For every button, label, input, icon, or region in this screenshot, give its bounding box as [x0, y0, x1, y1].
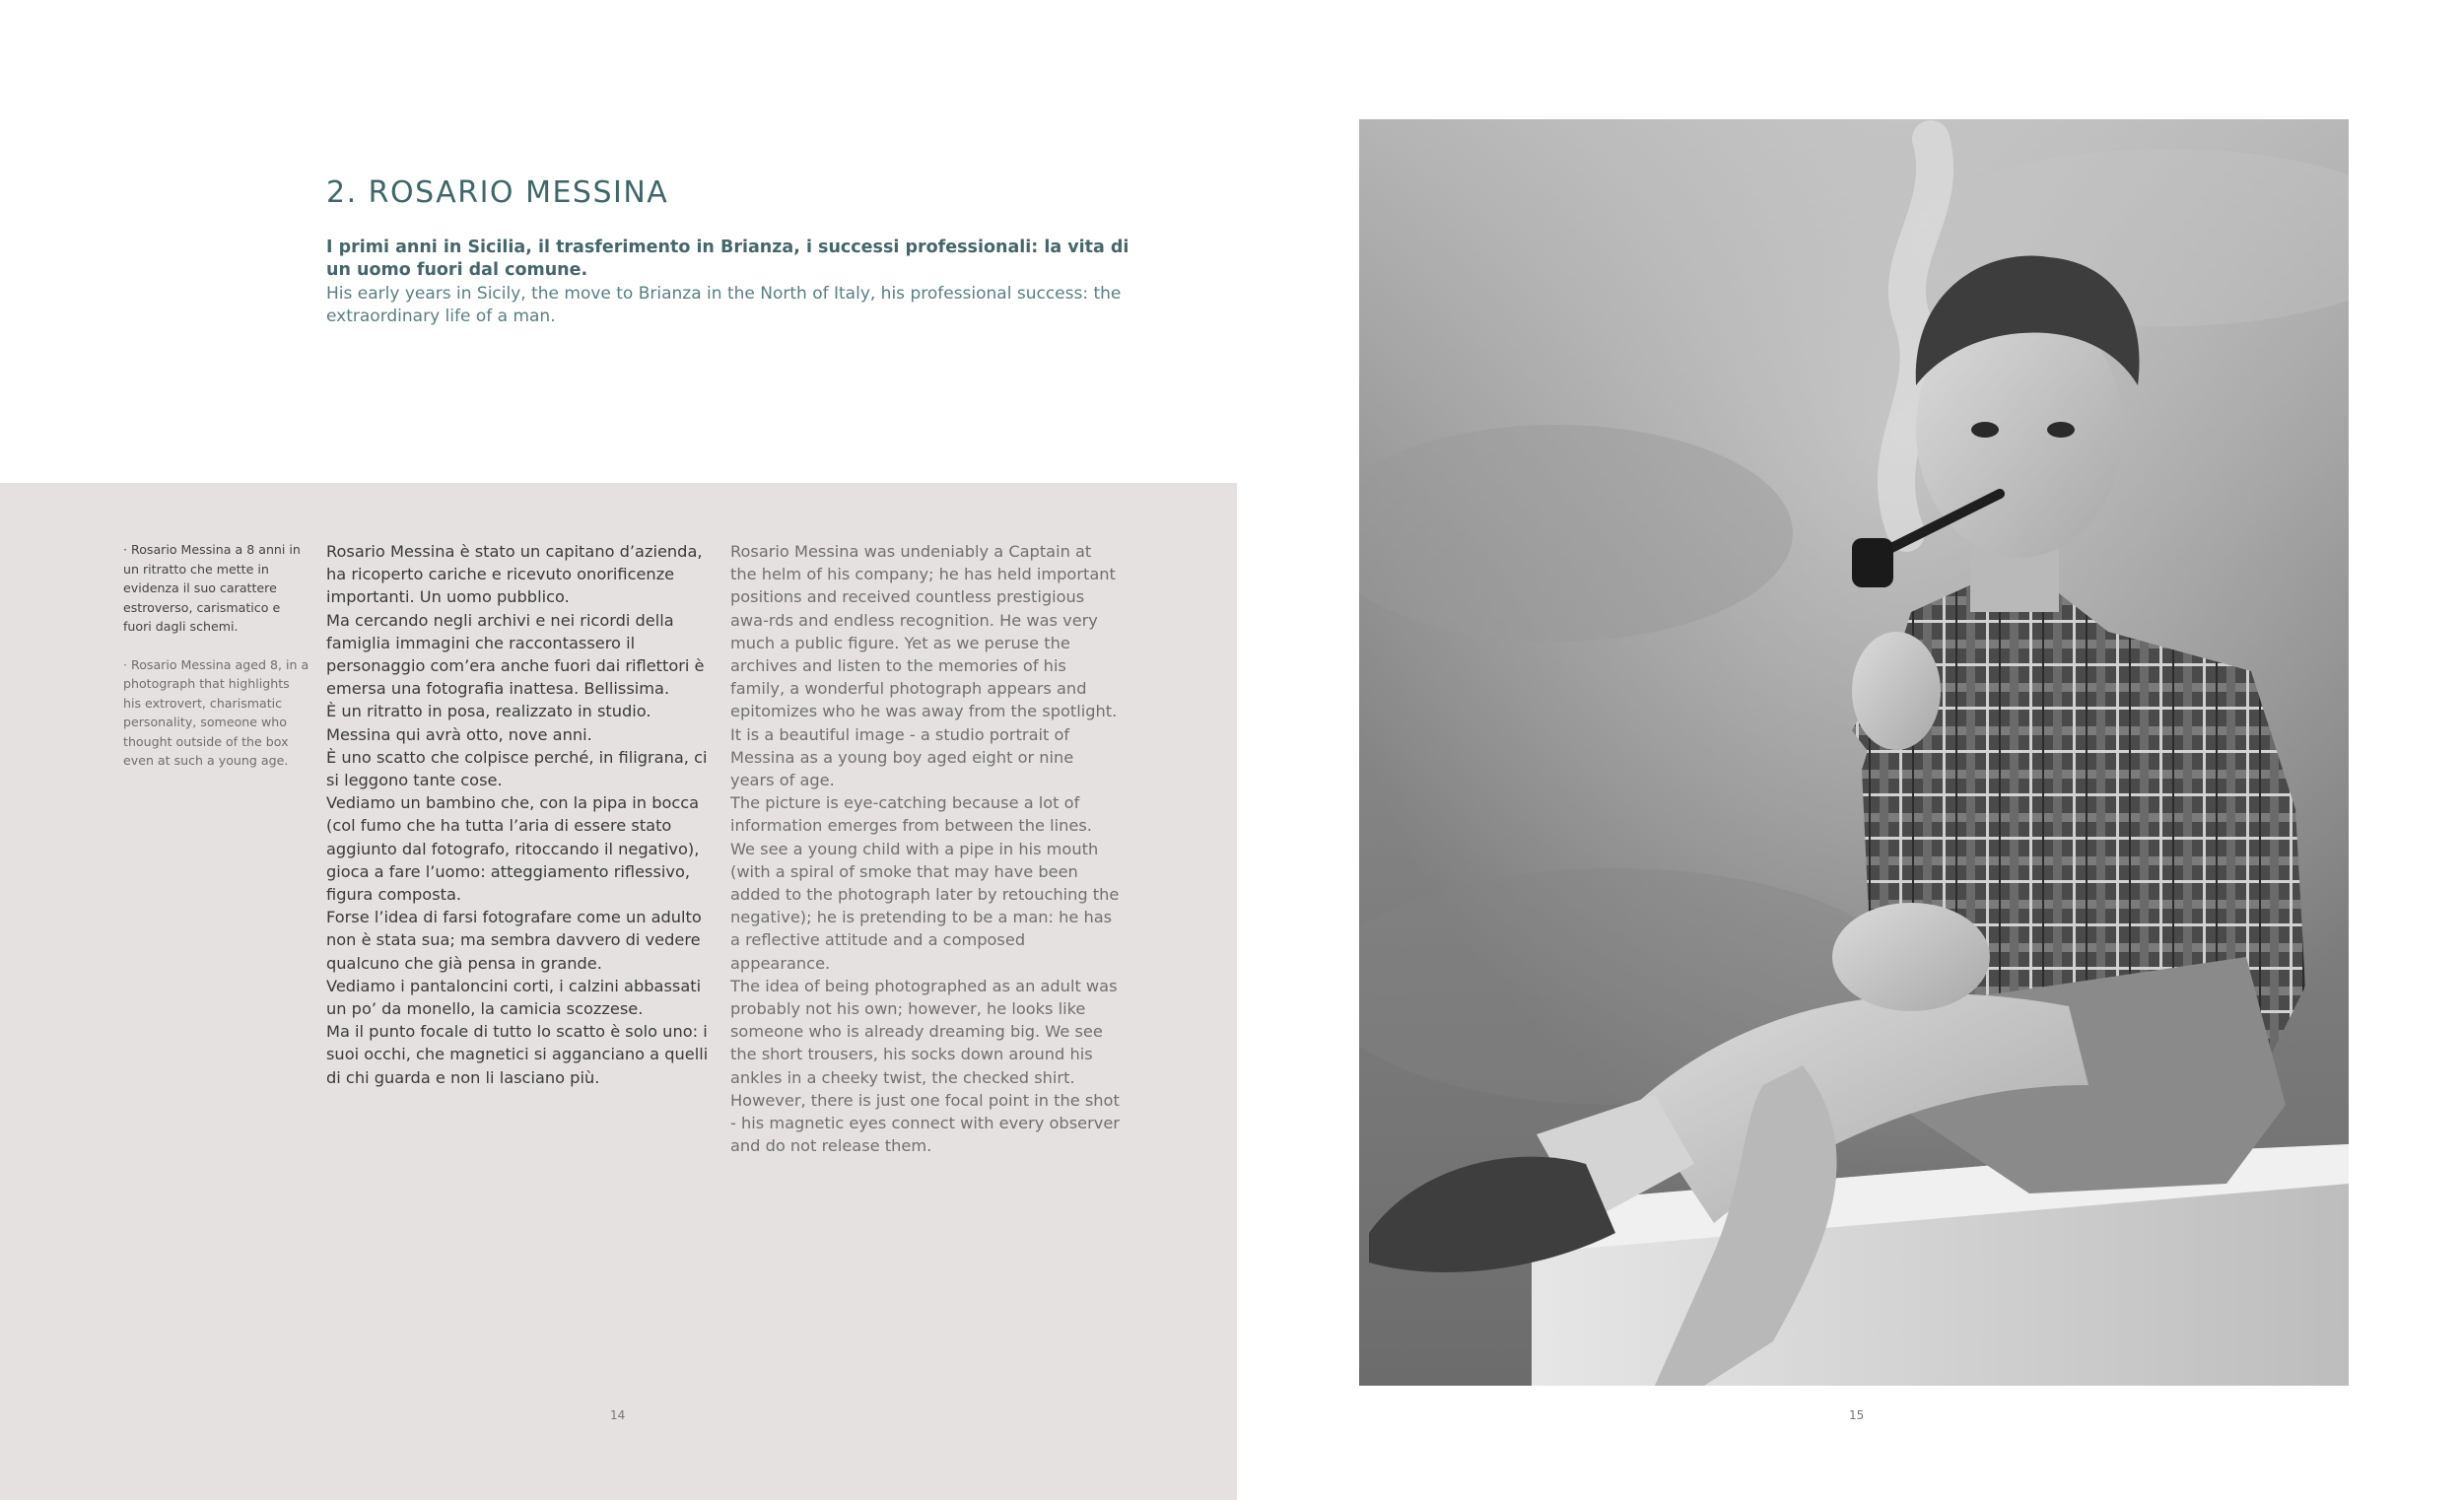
paragraph: The picture is eye-catching because a lot of information emerges from between the lines. We see a young child with a pipe in his mouth (with a spiral of smoke that may have been added to the photograph later by retouching the negative); he is pretending to be a man: he has a reflective attitude and a composed appearance. — [730, 793, 1120, 973]
paragraph: Forse l’idea di farsi fotografare come un adulto non è stata sua; ma sembra davvero di vedere qualcuno che già pensa in grande. — [326, 908, 702, 973]
chapter-title: 2. ROSARIO MESSINA — [326, 175, 669, 210]
subtitle-italian: I primi anni in Sicilia, il trasferimento in Brianza, i successi professionali: la vita di un uomo fuori dal comune. — [326, 238, 1129, 280]
paragraph: Ma cercando negli archivi e nei ricordi della famiglia immagini che raccontassero il personaggio com’era anche fuori dai riflettori è emersa una fotografia inattesa. Bellissima. — [326, 610, 705, 699]
paragraph: Rosario Messina was undeniably a Captain at the helm of his company; he has held important positions and received countless prestigious awa-rds and endless recognition. He was very much a public figure. Yet as we peruse the archives and listen to the memories of his family, a wonderful photograph appears and epitomizes who he was away from the spotlight. — [730, 542, 1118, 721]
paragraph: The idea of being photographed as an adult was probably not his own; however, he looks like someone who is already dreaming big. We see the short trousers, his socks down around his ankles in a cheeky twist, the checked shirt. — [730, 976, 1118, 1087]
caption-english: · Rosario Messina aged 8, in a photograph that highlights his extrovert, charismatic personality, someone who thought outside of the box even at such a young age. — [123, 656, 309, 768]
photo-caption — [123, 540, 310, 771]
paragraph: Vediamo i pantaloncini corti, i calzini abbassati un po’ da monello, la camicia scozzese. — [326, 976, 702, 1019]
body-text-italian — [326, 540, 716, 1089]
caption-italian: · Rosario Messina a 8 anni in un ritratto che mette in evidenza il suo carattere estroverso, carismatico e fuori dagli schemi. — [123, 542, 301, 634]
paragraph: Vediamo un bambino che, con la pipa in bocca (col fumo che ha tutta l’aria di essere stato aggiunto dal fotografo, ritoccando il negativo), gioca a fare l’uomo: atteggiamento riflessivo, figura composta. — [326, 793, 700, 905]
paragraph: È un ritratto in posa, realizzato in studio. Messina qui avrà otto, nove anni. — [326, 702, 651, 744]
page-number-left: 14 — [610, 1408, 626, 1422]
paragraph: È uno scatto che colpisce perché, in filigrana, ci si leggono tante cose. — [326, 747, 708, 790]
paragraph: Rosario Messina è stato un capitano d’azienda, ha ricoperto cariche e ricevuto onorificenze importanti. Un uomo pubblico. — [326, 542, 703, 607]
portrait-photograph — [1359, 119, 2349, 1386]
page-number-right: 15 — [1849, 1408, 1865, 1422]
body-text-english — [730, 540, 1120, 1157]
paragraph: Ma il punto focale di tutto lo scatto è solo uno: i suoi occhi, che magnetici si agganciano a quelli di chi guarda e non li lasciano più. — [326, 1022, 709, 1087]
paragraph: However, there is just one focal point in the shot - his magnetic eyes connect with every observer and do not release them. — [730, 1090, 1120, 1156]
paragraph: It is a beautiful image - a studio portrait of Messina as a young boy aged eight or nine years of age. — [730, 724, 1074, 790]
subtitle-english: His early years in Sicily, the move to Brianza in the North of Italy, his professional success: the extraordinary life of a man. — [326, 284, 1122, 326]
